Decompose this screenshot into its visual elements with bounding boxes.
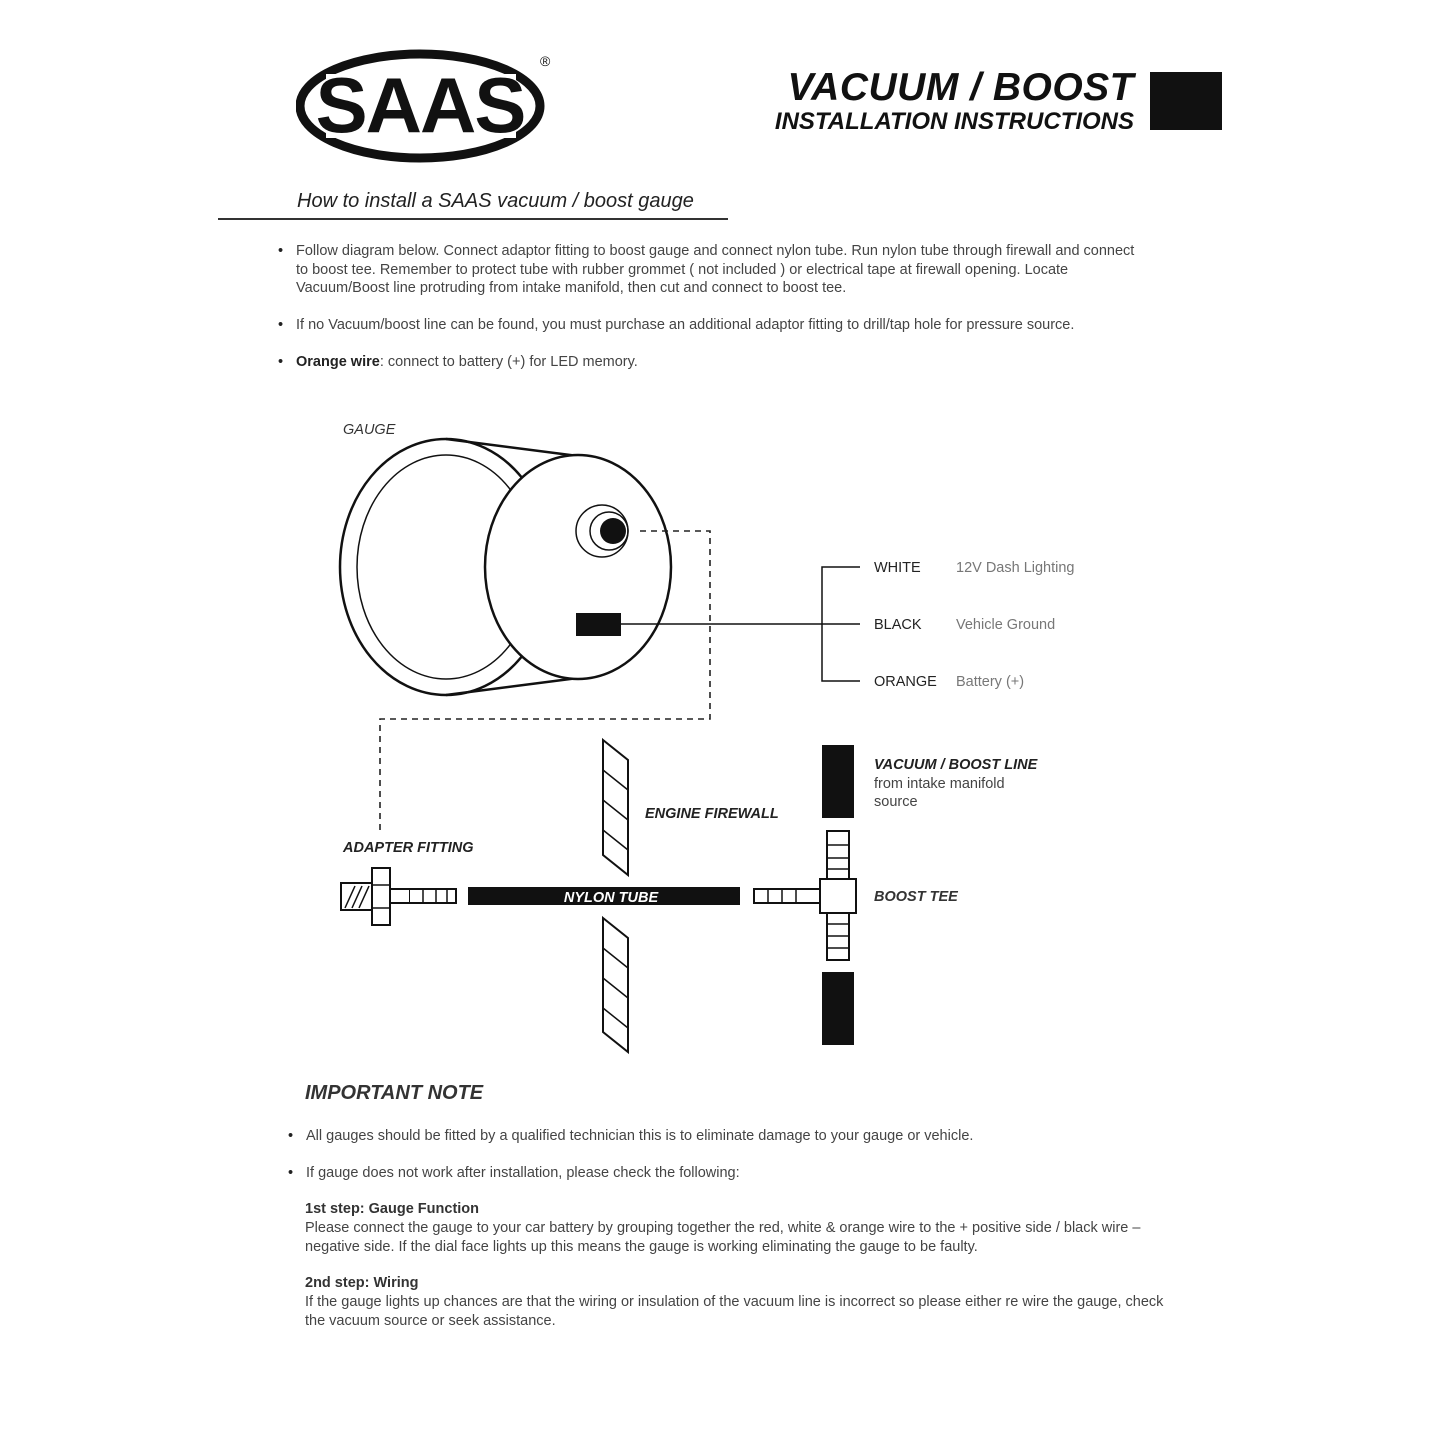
engine-firewall-label: ENGINE FIREWALL [645,806,779,822]
step2-text: If the gauge lights up chances are that the wiring or insulation of the vacuum line is incorrect so please either re wire the gauge, check the vacuum source or seek assistance. [305,1294,1164,1329]
note-text: All gauges should be fitted by a qualified technician this is to eliminate damage to your gauge or vehicle. [306,1128,974,1144]
step1-text: Please connect the gauge to your car battery by grouping together the red, white & orange wire to the + positive side / black wire – negative side. If the dial face lights up this means the gauge is working eliminating the gauge to be faulty. [305,1220,1141,1255]
note-item [288,1164,1148,1183]
wire-orange-desc: Battery (+) [956,674,1025,690]
wire-black-desc: Vehicle Ground [956,617,1056,633]
vacuum-line-lower [822,972,854,1045]
vacuum-line-upper [822,745,854,818]
vacuum-line-label: VACUUM / BOOST LINE [874,757,1038,773]
instruction-text: Follow diagram below. Connect adaptor fitting to boost gauge and connect nylon tube. Run nylon tube through firewall and connect to boost tee. Remember to protect tube with rubber grommet ( not included ) or electrical tape at firewall opening. Locate Vacuum/Boost line protruding from intake manifold, then cut and connect to boost tee. [296,243,1135,296]
vacuum-line-desc-2: source [874,794,918,810]
gauge-drawing [340,439,671,695]
registered-mark: ® [540,53,551,69]
instruction-text: If no Vacuum/boost line can be found, you must purchase an additional adaptor fitting to drill/tap hole for pressure source. [296,317,1075,333]
boost-tee-label: BOOST TEE [874,889,958,905]
logo-text: SAAS [315,61,525,149]
wire-white-label: WHITE [874,560,921,576]
step2-title: 2nd step: Wiring [305,1275,419,1291]
firewall-upper [603,740,628,875]
instruction-bold: Orange wire [296,354,380,370]
vacuum-line-desc: from intake manifold [874,776,1005,792]
important-note-heading: IMPORTANT NOTE [305,1082,484,1104]
section-heading: How to install a SAAS vacuum / boost gauge [297,190,694,212]
nylon-tube-label: NYLON TUBE [563,890,659,906]
firewall-lower [603,918,628,1052]
note-list [288,1127,1148,1146]
instruction-text: : connect to battery (+) for LED memory. [379,354,638,370]
boost-tee-drawing [754,831,856,960]
document-title: VACUUM / BOOST [787,66,1134,109]
adapter-fitting-drawing [341,868,456,925]
wire-black-label: BLACK [874,617,922,633]
wire-orange-label: ORANGE [874,674,937,690]
wire-white-desc: 12V Dash Lighting [956,560,1075,576]
note-item [288,1127,1148,1146]
gauge-label: GAUGE [343,422,396,438]
note-list [288,1164,1148,1183]
note-text: If gauge does not work after installation, please check the following: [306,1165,740,1181]
document-subtitle: INSTALLATION INSTRUCTIONS [774,108,1134,135]
step1-title: 1st step: Gauge Function [305,1201,480,1217]
adapter-fitting-label: ADAPTER FITTING [343,840,474,856]
